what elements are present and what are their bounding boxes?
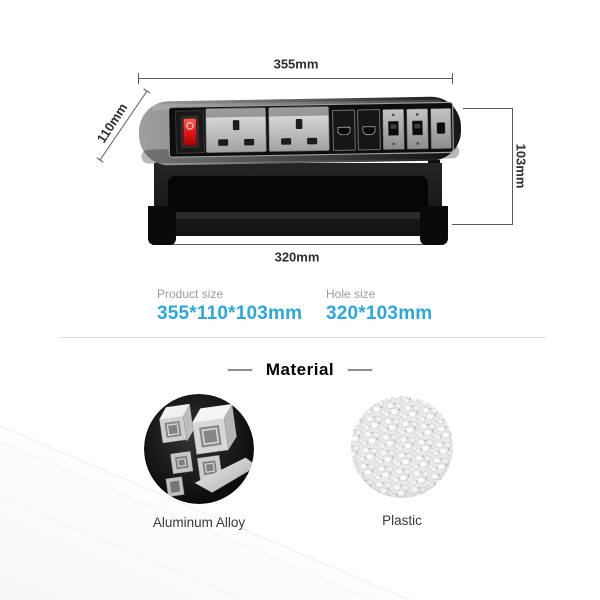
hole-size-block (326, 287, 432, 325)
product-top-unit (138, 96, 461, 166)
mini-port-icon (431, 108, 452, 148)
hdmi-port-icon (333, 110, 356, 150)
heading-dash (228, 369, 252, 371)
foot-right (420, 206, 448, 245)
usb-port-icon (407, 109, 429, 149)
hole-size-value: 320*103mm (326, 303, 433, 324)
usb-port-icon (383, 109, 405, 149)
heading-dash (348, 369, 372, 371)
product-size-label: Product size (157, 287, 224, 301)
product-base (148, 160, 448, 245)
material-header (0, 360, 600, 380)
aluminum-profile-graphic (144, 394, 254, 504)
uk-socket-icon (206, 108, 267, 153)
product-size-value: 355*110*103mm (157, 303, 303, 324)
dim-width-line (139, 73, 453, 84)
section-divider (59, 337, 547, 338)
uk-socket-icon (269, 106, 330, 151)
dim-hole-width-label: 320mm (274, 249, 320, 265)
plastic-photo (351, 396, 453, 498)
dim-width-label: 355mm (273, 56, 319, 72)
material-heading: Material (265, 360, 335, 379)
power-switch-icon (176, 111, 205, 153)
hdmi-port-icon (358, 110, 381, 150)
material-item-aluminum (144, 394, 254, 530)
material-item-plastic (351, 396, 453, 528)
dim-height-label: 103mm (513, 143, 529, 189)
foot-left (148, 206, 176, 245)
product-size-block (157, 287, 302, 325)
aluminum-alloy-photo (144, 394, 254, 504)
dim-height-line (452, 109, 513, 225)
plastic-granules-graphic (351, 396, 453, 498)
material-label-aluminum: Aluminum Alloy (152, 515, 246, 530)
material-label-plastic: Plastic (382, 513, 422, 528)
dim-depth-label: 110mm (93, 100, 131, 146)
hole-size-label: Hole size (326, 287, 376, 301)
